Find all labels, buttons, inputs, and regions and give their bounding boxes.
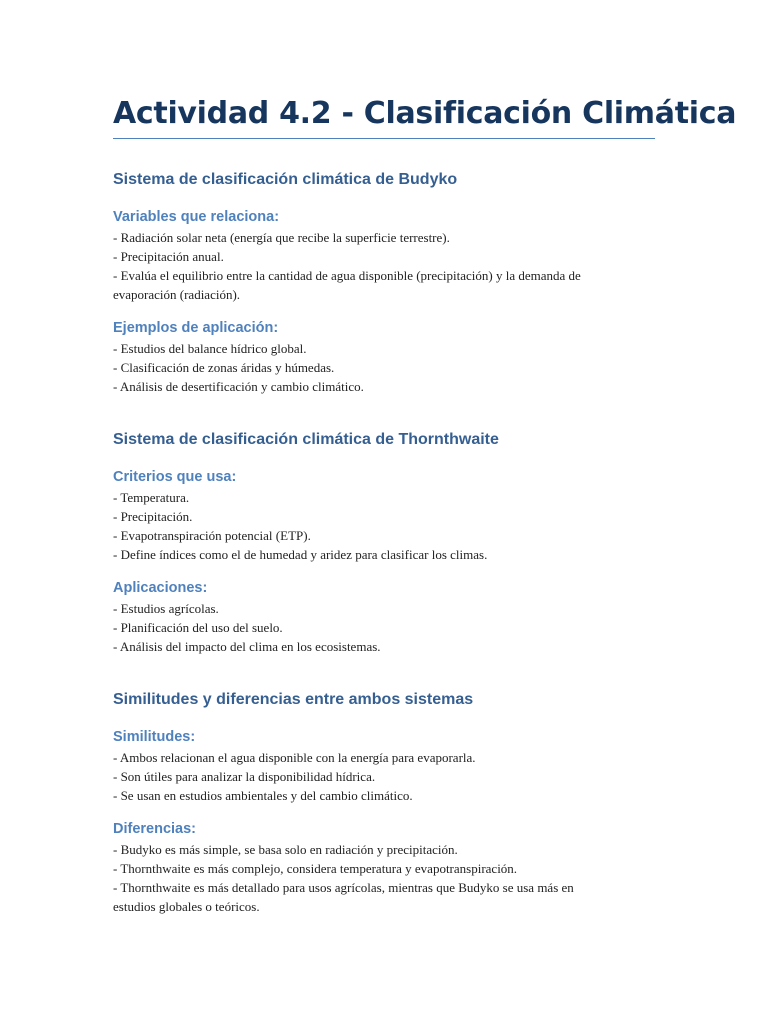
subsection-body <box>113 748 655 805</box>
section-thornthwaite <box>113 429 655 656</box>
body-line: - Thornthwaite es más complejo, considera temperatura y evapotranspiración. <box>113 861 518 876</box>
subsection-body <box>113 488 655 564</box>
subsection-heading: Ejemplos de aplicación: <box>113 320 279 336</box>
body-line: - Evapotranspiración potencial (ETP). <box>113 528 311 543</box>
body-line: - Precipitación. <box>113 509 193 524</box>
document-page <box>113 92 737 916</box>
subsection-heading: Criterios que usa: <box>113 469 237 485</box>
subsection-heading: Diferencias: <box>113 821 197 837</box>
document-title: Actividad 4.2 - Clasificación Climática <box>113 96 737 131</box>
body-line: evaporación (radiación). <box>113 287 241 302</box>
body-line: - Thornthwaite es más detallado para usos agrícolas, mientras que Budyko se usa más en <box>113 880 574 895</box>
section-heading: Sistema de clasificación climática de Thornthwaite <box>113 431 499 448</box>
subsection-heading: Aplicaciones: <box>113 580 208 596</box>
subsection-heading: Similitudes: <box>113 729 196 745</box>
body-line: - Análisis de desertificación y cambio climático. <box>113 379 364 394</box>
body-line: - Se usan en estudios ambientales y del cambio climático. <box>113 788 413 803</box>
subsection-body <box>113 599 655 656</box>
body-line: - Son útiles para analizar la disponibilidad hídrica. <box>113 769 376 784</box>
body-line: - Estudios agrícolas. <box>113 601 219 616</box>
section-comparison <box>113 689 655 916</box>
subsection-heading: Variables que relaciona: <box>113 209 280 225</box>
body-line: - Ambos relacionan el agua disponible con la energía para evaporarla. <box>113 750 476 765</box>
title-underline <box>113 138 655 139</box>
subsection-body <box>113 840 655 916</box>
body-line: - Budyko es más simple, se basa solo en radiación y precipitación. <box>113 842 458 857</box>
body-line: estudios globales o teóricos. <box>113 899 260 914</box>
subsection-body <box>113 228 655 304</box>
body-line: - Evalúa el equilibrio entre la cantidad de agua disponible (precipitación) y la demanda de <box>113 268 581 283</box>
body-line: - Precipitación anual. <box>113 249 224 264</box>
subsection-body <box>113 339 655 396</box>
body-line: - Clasificación de zonas áridas y húmedas. <box>113 360 335 375</box>
section-heading: Sistema de clasificación climática de Budyko <box>113 171 458 188</box>
body-line: - Radiación solar neta (energía que recibe la superficie terrestre). <box>113 230 450 245</box>
body-line: - Estudios del balance hídrico global. <box>113 341 307 356</box>
body-line: - Define índices como el de humedad y aridez para clasificar los climas. <box>113 547 488 562</box>
body-line: - Planificación del uso del suelo. <box>113 620 283 635</box>
body-line: - Análisis del impacto del clima en los ecosistemas. <box>113 639 381 654</box>
section-heading: Similitudes y diferencias entre ambos sistemas <box>113 691 474 708</box>
body-line: - Temperatura. <box>113 490 190 505</box>
section-budyko <box>113 169 655 396</box>
